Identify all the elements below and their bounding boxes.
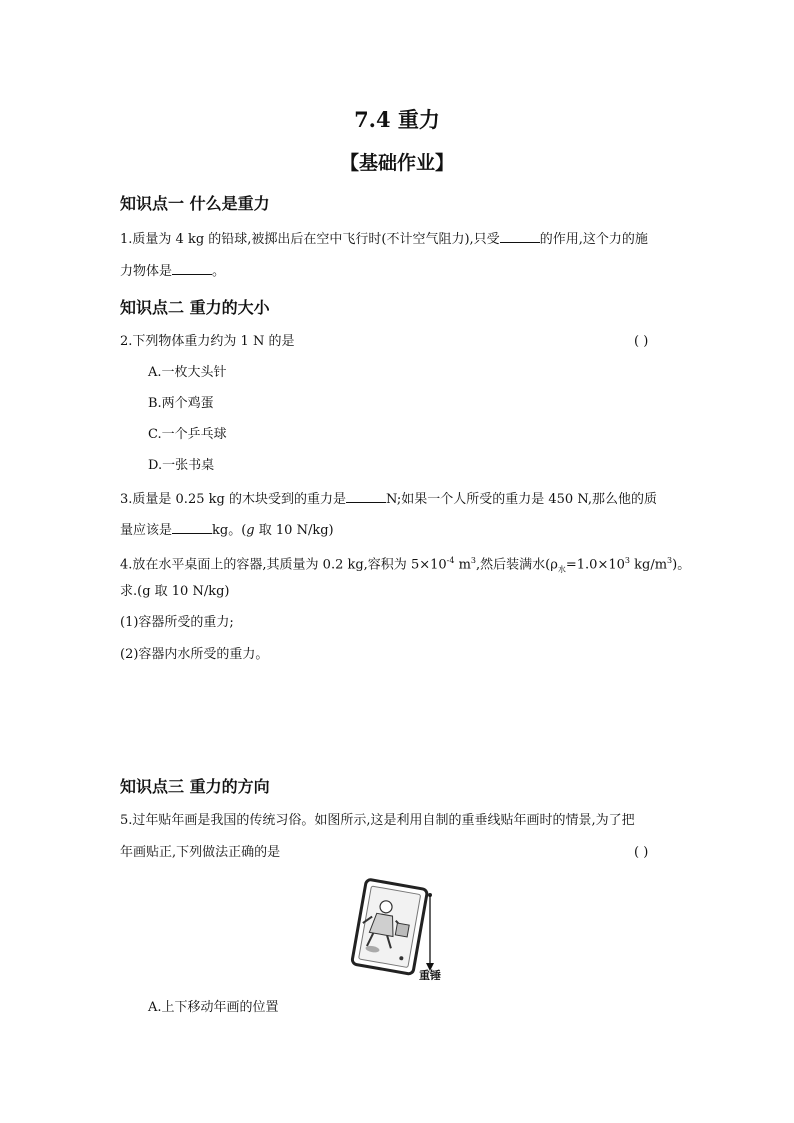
question-2-option-c[interactable]: C.一个乒乓球 xyxy=(148,427,227,442)
question-5-line-1: 5.过年贴年画是我国的传统习俗。如图所示,这是利用自制的重垂线贴年画时的情景,为了把 xyxy=(120,813,635,828)
question-2-option-d[interactable]: D.一张书桌 xyxy=(148,458,215,473)
q1-text-d: 。 xyxy=(212,264,226,279)
page-subtitle: 【基础作业】 xyxy=(339,152,454,174)
question-4-line-1 xyxy=(120,553,690,578)
question-1-line-2 xyxy=(120,262,225,280)
q4-exp-1: -4 xyxy=(446,556,455,565)
q1-text-a: 1.质量为 4 kg 的铅球,被掷出后在空中飞行时(不计空气阻力),只受 xyxy=(120,232,500,247)
q4-text-e: kg/m xyxy=(629,557,668,573)
question-5-answer-paren[interactable]: ( ) xyxy=(634,845,649,860)
question-2-answer-paren[interactable]: ( ) xyxy=(634,334,649,349)
q3-text-e: 取 10 N/kg) xyxy=(254,523,334,538)
q3-blank-2[interactable] xyxy=(172,521,212,534)
plumb-bob-label: 重锤 xyxy=(419,969,441,982)
q4-exp-3: 3 xyxy=(624,556,630,565)
q4-exp-4: 3 xyxy=(667,556,673,565)
page-title: 7.4 重力 xyxy=(354,107,440,132)
question-4-part-1: (1)容器所受的重力; xyxy=(120,615,234,630)
question-5-option-a[interactable]: A.上下移动年画的位置 xyxy=(148,1000,279,1015)
q1-text-b: 的作用,这个力的施 xyxy=(539,232,648,247)
q4-text-d: =1.0×10 xyxy=(565,557,625,573)
question-2-option-a[interactable]: A.一枚大头针 xyxy=(148,365,227,380)
question-2-option-b[interactable]: B.两个鸡蛋 xyxy=(148,396,214,411)
question-4-line-2: 求.(g 取 10 N/kg) xyxy=(120,584,230,599)
q3-text-a: 3.质量是 0.25 kg 的木块受到的重力是 xyxy=(120,492,346,507)
q3-text-d: kg。( xyxy=(212,523,247,538)
question-2-stem: 2.下列物体重力约为 1 N 的是 xyxy=(120,334,295,349)
q4-exp-2: 3 xyxy=(470,556,477,565)
q4-text-b: m xyxy=(454,557,471,573)
question-5-line-2: 年画贴正,下列做法正确的是 xyxy=(120,845,281,860)
q3-text-c: 量应该是 xyxy=(120,523,173,538)
q4-sub-water: 水 xyxy=(557,564,566,574)
q1-blank-1[interactable] xyxy=(500,230,540,243)
question-3-line-1 xyxy=(120,490,657,508)
section-heading-1: 知识点一 什么是重力 xyxy=(120,194,270,213)
q4-text-c: ,然后装满水(ρ xyxy=(476,557,558,573)
question-3-line-2 xyxy=(120,521,334,539)
q3-text-b: N;如果一个人所受的重力是 450 N,那么他的质 xyxy=(385,492,657,507)
question-4-part-2: (2)容器内水所受的重力。 xyxy=(120,647,269,662)
q3-g-symbol: g xyxy=(246,523,255,538)
section-heading-3: 知识点三 重力的方向 xyxy=(120,777,270,796)
q1-text-c: 力物体是 xyxy=(120,264,173,279)
section-heading-2: 知识点二 重力的大小 xyxy=(120,298,270,317)
q4-text-a: 4.放在水平桌面上的容器,其质量为 0.2 kg,容积为 5×10 xyxy=(120,557,447,573)
q3-blank-1[interactable] xyxy=(346,490,386,503)
picture-frame xyxy=(352,879,428,974)
question-1-line-1 xyxy=(120,230,648,248)
q1-blank-2[interactable] xyxy=(172,262,212,275)
q4-text-f: )。 xyxy=(672,557,691,573)
